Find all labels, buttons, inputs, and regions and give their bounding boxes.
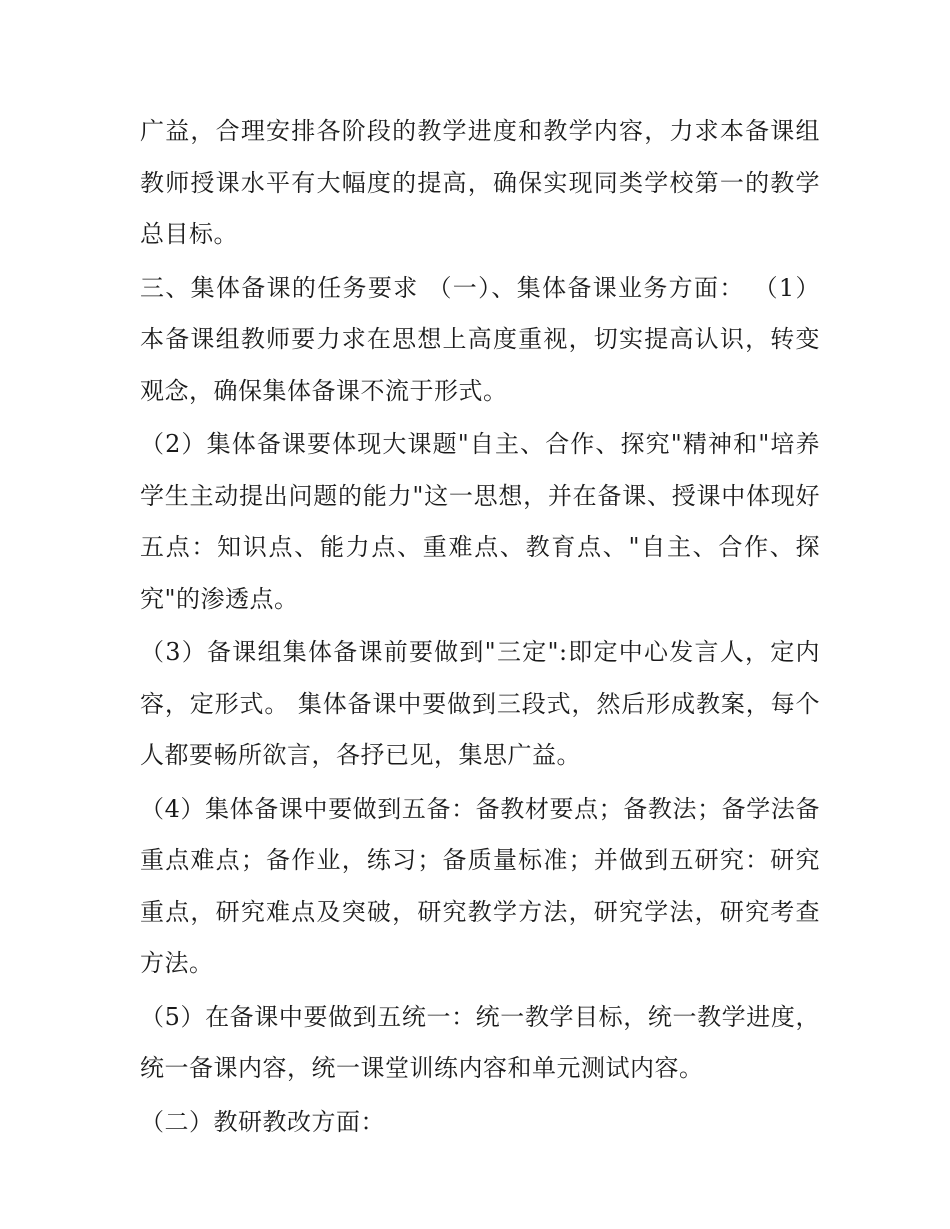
section-heading-teaching-research: （二）教研教改方面： — [140, 1107, 385, 1136]
paragraph-goal-summary: 广益，合理安排各阶段的教学进度和教学内容，力求本备课组教师授课水平有大幅度的提高，确保实现同类学校第一的教学总目标。 — [140, 117, 820, 248]
paragraph-item-3: （3）备课组集体备课前要做到"三定":即定中心发言人，定内容，定形式。 集体备课中要做到三段式，然后形成教案，每个人都要畅所欲言，各抒已见，集思广益。 — [140, 638, 820, 769]
paragraph-item-2: （2）集体备课要体现大课题"自主、合作、探究"精神和"培养学生主动提出问题的能力"这一思想，并在备课、授课中体现好五点：知识点、能力点、重难点、教育点、"自主、合作、探究"的渗透点。 — [140, 430, 820, 613]
paragraph-item-4: （4）集体备课中要做到五备：备教材要点；备教法；备学法备重点难点；备作业，练习；备质量标准；并做到五研究：研究重点，研究难点及突破，研究教学方法，研究学法，研究考查方法。 — [140, 794, 820, 977]
paragraph-item-5: （5）在备课中要做到五统一：统一教学目标，统一教学进度，统一备课内容，统一课堂训练内容和单元测试内容。 — [140, 1002, 820, 1082]
document-body — [140, 106, 820, 1148]
paragraph-task-requirements: 三、集体备课的任务要求 （一）、集体备课业务方面： （1）本备课组教师要力求在思想上高度重视，切实提高认识，转变观念，确保集体备课不流于形式。 — [140, 273, 820, 405]
